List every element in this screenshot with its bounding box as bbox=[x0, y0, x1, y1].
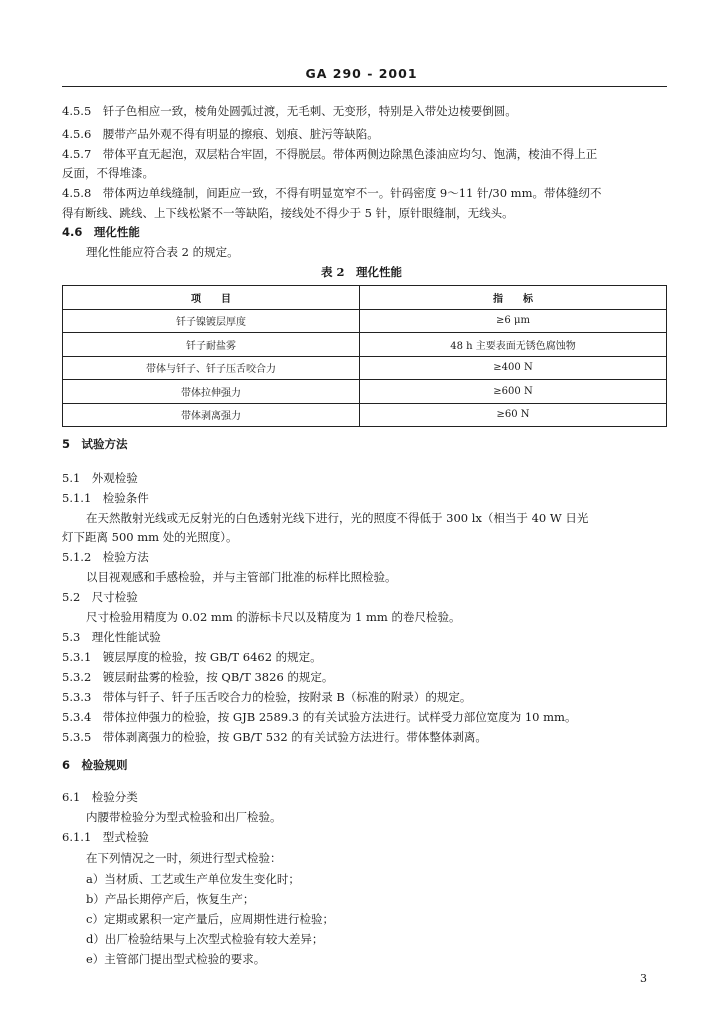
text-5-1-2: 以目视观感和手感检验，并与主管部门批准的标样比照检验。 bbox=[86, 570, 397, 584]
clause-4-5-6: 4.5.6 腰带产品外观不得有明显的擦痕、划痕、脏污等缺陷。 bbox=[62, 127, 379, 141]
clause-4-5-8-cont: 得有断线、跳线、上下线松紧不一等缺陷，接线处不得少于 5 针，原针眼缝制，无线头。 bbox=[62, 206, 514, 220]
table-cell-value: ≥6 μm bbox=[360, 309, 667, 333]
heading-5-1-1: 5.1.1 检验条件 bbox=[62, 491, 149, 505]
text-5-2: 尺寸检验用精度为 0.02 mm 的游标卡尺以及精度为 1 mm 的卷尺检验。 bbox=[86, 610, 461, 624]
heading-4-6: 4.6 理化性能 bbox=[62, 225, 140, 239]
table-caption: 表 2 理化性能 bbox=[320, 265, 402, 279]
table-cell-item: 带体剥离强力 bbox=[63, 403, 360, 427]
table-header-row bbox=[63, 286, 667, 310]
heading-6-1-1: 6.1.1 型式检验 bbox=[62, 830, 149, 844]
heading-6: 6 检验规则 bbox=[62, 758, 128, 772]
text-6-1-1: 在下列情况之一时，须进行型式检验： bbox=[86, 851, 282, 865]
clause-5-3-1: 5.3.1 镀层厚度的检验，按 GB/T 6462 的规定。 bbox=[62, 650, 322, 664]
table-header-item: 项 目 bbox=[63, 286, 360, 310]
list-item: a）当材质、工艺或生产单位发生变化时； bbox=[86, 872, 300, 886]
standard-header: GA 290 - 2001 bbox=[305, 66, 418, 81]
clause-5-3-4: 5.3.4 带体拉伸强力的检验，按 GJB 2589.3 的有关试验方法进行。试样受力部位宽度为 10 mm。 bbox=[62, 710, 577, 724]
table-cell-value: 48 h 主要表面无锈色腐蚀物 bbox=[360, 333, 667, 357]
list-item: c）定期或累积一定产量后，应周期性进行检验； bbox=[86, 912, 334, 926]
table-row bbox=[63, 403, 667, 427]
list-item: d）出厂检验结果与上次型式检验有较大差异； bbox=[86, 932, 324, 946]
table-row bbox=[63, 333, 667, 357]
table-row bbox=[63, 309, 667, 333]
text-5-1-1: 在天然散射光线或无反射光的白色透射光线下进行，光的照度不得低于 300 lx（相当于 40 W 日光 bbox=[86, 511, 589, 525]
clause-5-3-2: 5.3.2 镀层耐盐雾的检验，按 QB/T 3826 的规定。 bbox=[62, 670, 334, 684]
text-6-1: 内腰带检验分为型式检验和出厂检验。 bbox=[86, 810, 282, 824]
heading-6-1: 6.1 检验分类 bbox=[62, 790, 138, 804]
heading-5-1: 5.1 外观检验 bbox=[62, 471, 138, 485]
table-cell-value: ≥600 N bbox=[360, 380, 667, 404]
clause-4-5-7: 4.5.7 带体平直无起泡，双层粘合牢固，不得脱层。带体两侧边除黑色漆油应均匀、饱满，棱油不得上正 bbox=[62, 147, 598, 161]
text-4-6: 理化性能应符合表 2 的规定。 bbox=[86, 245, 239, 259]
header-rule bbox=[62, 86, 667, 87]
list-item: b）产品长期停产后，恢复生产； bbox=[86, 892, 255, 906]
heading-5-1-2: 5.1.2 检验方法 bbox=[62, 550, 149, 564]
table-row bbox=[63, 380, 667, 404]
page-number: 3 bbox=[640, 972, 647, 985]
table-cell-item: 带体与钎子、钎子压舌咬合力 bbox=[63, 356, 360, 380]
clause-4-5-7-cont: 反面，不得堆漆。 bbox=[62, 166, 154, 180]
properties-table bbox=[62, 285, 667, 427]
heading-5: 5 试验方法 bbox=[62, 437, 128, 451]
table-cell-item: 带体拉伸强力 bbox=[63, 380, 360, 404]
clause-4-5-8: 4.5.8 带体两边单线缝制，间距应一致，不得有明显宽窄不一。针码密度 9～11 针/30 mm。带体缝纫不 bbox=[62, 186, 602, 200]
table-header-index: 指 标 bbox=[360, 286, 667, 310]
clause-5-3-5: 5.3.5 带体剥离强力的检验，按 GB/T 532 的有关试验方法进行。带体整体剥离。 bbox=[62, 730, 487, 744]
clause-4-5-5: 4.5.5 钎子色相应一致，棱角处圆弧过渡，无毛刺、无变形，特别是入带处边棱要倒圆。 bbox=[62, 104, 517, 118]
table-cell-value: ≥60 N bbox=[360, 403, 667, 427]
table-cell-value: ≥400 N bbox=[360, 356, 667, 380]
heading-5-3: 5.3 理化性能试验 bbox=[62, 630, 161, 644]
text-5-1-1-cont: 灯下距离 500 mm 处的光照度）。 bbox=[62, 530, 238, 544]
clause-5-3-3: 5.3.3 带体与钎子、钎子压舌咬合力的检验，按附录 B（标准的附录）的规定。 bbox=[62, 690, 472, 704]
heading-5-2: 5.2 尺寸检验 bbox=[62, 590, 138, 604]
table-cell-item: 钎子镍镀层厚度 bbox=[63, 309, 360, 333]
list-item: e）主管部门提出型式检验的要求。 bbox=[86, 952, 266, 966]
table-cell-item: 钎子耐盐雾 bbox=[63, 333, 360, 357]
table-row bbox=[63, 356, 667, 380]
